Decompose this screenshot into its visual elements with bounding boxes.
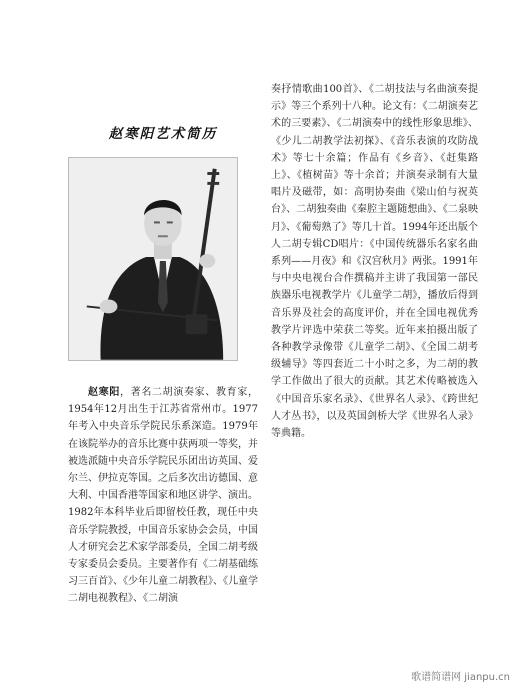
biography-text-part2: 奏抒情歌曲100首》、《二胡技法与名曲演奏提示》等三个系列十八种。论文有：《二胡演奏艺术的三要素》、《二胡演奏中的线性形象思维》、《少儿二胡教学法初探》、《音乐表演的攻防战术》等七十余篇；作品有《乡音》、《赶集路上》、《植树苗》等十余首；并演奏录制有大量唱片及磁带，如：高明协奏曲《梁山伯与祝英台》、二胡独奏曲《秦腔主题随想曲》、《二泉映月》、《葡萄熟了》等几十首。1994年还出版个人二胡专辑CD唱片：《中国传统器乐名家名曲系列——月夜》和《汉宫秋月》两张。1991年与中央电视台合作撰稿并主讲了我国第一部民族器乐电视教学片《儿童学二胡》，播放后得到音乐界及社会的高度评价，并在全国电视优秀教学片评选中荣获二等奖。近年来拍摄出版了各种教学录像带《儿童学二胡》、《全国二胡考级辅导》等四套近二十小时之多，为二胡的教学工作做出了很大的贡献。其艺术传略被选入《中国音乐家名录》、《世界名人录》、《跨世纪人才丛书》，以及英国剑桥大学《世界名人录》等典籍。 — [271, 84, 478, 440]
portrait-photo — [68, 157, 238, 361]
biography-left-column — [68, 384, 258, 608]
person-name: 赵寒阳 — [88, 387, 120, 398]
site-watermark: 歌谱简谱网 jianpu.cn — [411, 672, 510, 683]
erhu-player-illustration — [69, 158, 237, 360]
page-title: 赵寒阳艺术简历 — [108, 126, 218, 142]
biography-text-part1: ，著名二胡演奏家、教育家，1954年12月出生于江苏省常州市。1977年考入中央音乐学院民乐系深造。1979年在该院举办的音乐比赛中获两项一等奖，并被选派随中央音乐学院民乐团出访英国、爱尔兰、伊拉克等国。之后多次出访德国、意大利、中国香港等国家和地区讲学、演出。1982年本科毕业后即留校任教，现任中央音乐学院教授，中国音乐家协会会员，中国人才研究会艺术家学部委员，全国二胡考级专家委员会委员。主要著作有《二胡基础练习三百首》、《少年儿童二胡教程》、《儿童学二胡电视教程》、《二胡演 — [68, 387, 258, 605]
biography-right-column — [271, 81, 478, 442]
